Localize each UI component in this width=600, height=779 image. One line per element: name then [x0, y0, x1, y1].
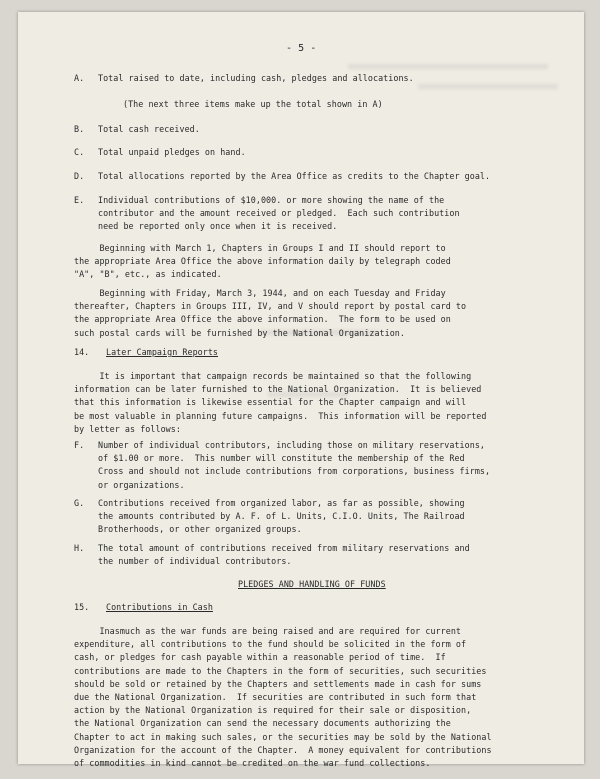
section-number-14: 14.: [74, 347, 90, 357]
item-label-b: B.: [74, 124, 85, 134]
item-label-f: F.: [74, 440, 85, 450]
bleed-through-mark: [348, 64, 548, 69]
paragraph-groups-i-ii: Beginning with March 1, Chapters in Groups I and II should report to the appropriate Area Office the above information daily by telegraph coded "A", "B", etc., as indicated.: [74, 243, 451, 280]
item-text-f: Number of individual contributors, including those on military reservations, of $1.00 or more. This number will constitute the membership of the Red Cross and should not include contributions from corporations, business firms, or organizations.: [98, 440, 491, 490]
note-next-three: (The next three items make up the total shown in A): [123, 99, 383, 109]
bleed-through-mark: [418, 84, 558, 89]
item-text-e: Individual contributions of $10,000. or more showing the name of the contributor and the amount received or pledged. Each such contribution need be reported only once when it is received.: [98, 195, 460, 232]
section-title-later-campaign-reports: Later Campaign Reports: [106, 347, 219, 357]
item-text-d: Total allocations reported by the Area Office as credits to the Chapter goal.: [98, 171, 491, 181]
item-text-h: The total amount of contributions received from military reservations and the number of individual contributors.: [98, 543, 470, 567]
paragraph-later-campaign-reports: It is important that campaign records be maintained so that the following information can be later furnished to the National Organization. It is believed that this information is likewise essential for the Chapter campaign and will be most valuable in planning future campaigns. This information will be reported by letter as follows:: [74, 371, 487, 434]
page-number: - 5 -: [286, 43, 317, 54]
item-label-d: D.: [74, 171, 85, 181]
document-page: [18, 12, 584, 769]
item-label-c: C.: [74, 147, 85, 157]
heading-pledges-and-handling-of-funds: PLEDGES AND HANDLING OF FUNDS: [238, 579, 386, 589]
item-text-c: Total unpaid pledges on hand.: [98, 147, 246, 157]
item-label-e: E.: [74, 195, 85, 205]
section-number-15: 15.: [74, 602, 90, 612]
item-text-a: Total raised to date, including cash, pledges and allocations.: [98, 73, 414, 83]
item-text-g: Contributions received from organized labor, as far as possible, showing the amounts contributed by A. F. of L. Units, C.I.O. Units, The Railroad Brotherhoods, or other organized groups.: [98, 498, 465, 535]
item-label-a: A.: [74, 73, 85, 83]
paragraph-contributions-in-cash: Inasmuch as the war funds are being raised and are required for current expenditure, all contributions to the fund should be solicited in the form of cash, or pledges for cash payable within a reasonable period of time. If contributions are made to the Chapters in the form of securities, such securities should be sold or retained by the Chapters and settlements made in cash for sums due the National Organization. If securities are contributed in such form that action by the National Organization is required for their sale or disposition, the National Organization can send the necessary documents authorizing the Chapter to act in making such sales, or the securities may be sold by the National Organization for the account of the Chapter. A money equivalent for contributions of commodities in kind cannot be credited on the war fund collections.: [74, 626, 492, 769]
item-label-h: H.: [74, 543, 85, 553]
item-label-g: G.: [74, 498, 85, 508]
paragraph-groups-iii-v: Beginning with Friday, March 3, 1944, and on each Tuesday and Friday thereafter, Chapters in Groups III, IV, and V should report by postal card to the appropriate Area Office the above information. The form to be used on such postal cards will be furnished by the National Organization.: [74, 288, 467, 338]
section-title-contributions-in-cash: Contributions in Cash: [106, 602, 213, 612]
item-text-b: Total cash received.: [98, 124, 200, 134]
